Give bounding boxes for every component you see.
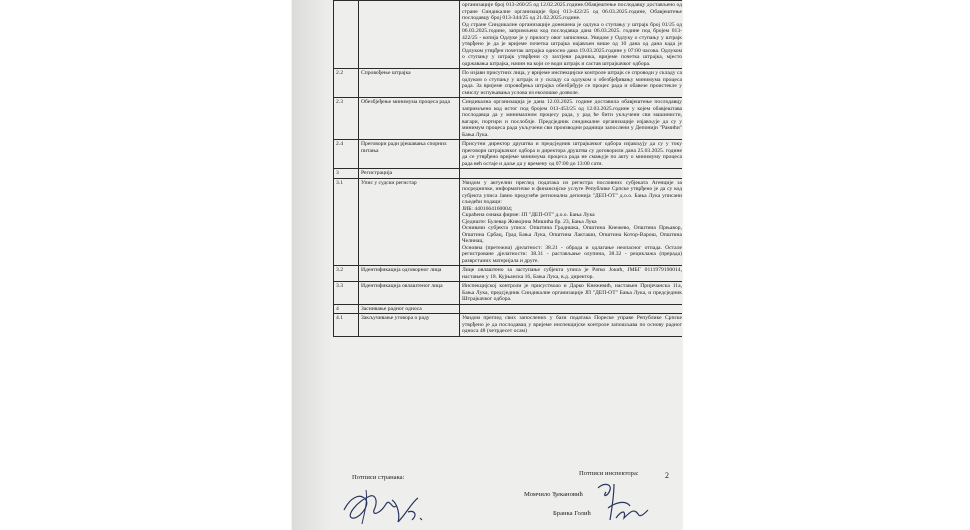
row-content: [460, 1, 683, 69]
table-row: [334, 314, 683, 337]
table-row: [334, 266, 683, 282]
paragraph: Увидом у актуелни преглед података из регистра пословних субјеката Агенције за посредничке, информатичке и финансијске услуге Републике Српске утврђено је да су код субјекта уписа Јавно предузеће регионална депонија "ДЕП-ОТ" д.о.о. Бања Лука уписани сљедећи подаци:: [462, 179, 682, 205]
row-number: 3.1: [334, 178, 359, 266]
row-label: Преговори ради рјешавања спорних питања: [359, 140, 460, 169]
paragraph: [462, 170, 682, 175]
parties-signatures-label: Потписи странака:: [352, 474, 405, 481]
row-content: [460, 69, 683, 98]
table-row: [334, 178, 683, 266]
inspector-signature-2: [612, 496, 652, 528]
paragraph: Инспекцијској контроли је присуствоао и Дарко Кнежевић, настањен Пријечанска 11а, Бања Лука, предсједник Синдикалне организације ЈП "ДЕП-ОТ" Бања Лука, и предсједник Штрајкачког одбора.: [462, 283, 682, 302]
paragraph: Присутни директор друштва и предсједник штрајкачког одбора изјављују да су у току преговори штрајкачког одбора и директора друштва су договорили дана 25.03.2025. године да се утврђено вријеме минимума процеса рада не смањује по акту о минимуму процеса рада већ остаје и даље да у времену од 07:00 до 13:00 сати.: [462, 141, 682, 167]
row-label: Закључивање уговора о раду: [359, 314, 460, 337]
row-number: 3: [334, 169, 359, 179]
table-row: [334, 1, 683, 69]
row-content: [460, 266, 683, 282]
row-number: 2.2: [334, 69, 359, 98]
row-number: [334, 1, 359, 69]
row-label: Заснивање радног односа: [359, 304, 460, 314]
row-number: 4.1: [334, 314, 359, 337]
paragraph: ЈИБ: 4401664160004;: [462, 205, 513, 212]
document-page: [292, 0, 682, 530]
paragraph: [462, 306, 682, 311]
row-content: [460, 282, 683, 305]
table-row: [334, 69, 683, 98]
row-number: 3.3: [334, 282, 359, 305]
paragraph: По изјави присутних лица, у вријеме инспекцијске контроле штрајк се спроводи у складу са одлуком о ступању у штрајк и у складу са одлуком о обезбјеђивању минимума процеса рада. За вријеме спровођења штрајка обезбјеђује се процес рада и обавезе проистекле у смислу испуњавања услова из еколошке дозволе.: [462, 70, 682, 96]
table-row: [334, 169, 683, 179]
inspector-name-1: Момчило Ђекановић: [524, 491, 583, 498]
paragraph: Оснивачи субјекта уписа: Општина Градишка, Општина Кнежево, Општина Прњавор, Општина Србац, Град Бања Лука, Општина Лакташи, Општина Котор-Варош, Општина Челинац.: [462, 225, 682, 244]
record-table: [333, 0, 682, 337]
row-content: [460, 304, 683, 314]
paragraph: Сједиште: Булевар Живојина Мишића бр. 23, Бања Лука: [462, 218, 597, 225]
inspector-signature-1: [592, 478, 636, 526]
row-content: [460, 169, 683, 179]
row-label: Упис у судски регистар: [359, 178, 460, 266]
row-label: [359, 1, 460, 69]
page-number: 2: [665, 471, 669, 480]
paragraph: Основна (претежна) дјелатност: 38.21 - обрада и одлагање неопасног отпада. Остале регистроване дјелатности: 38.31 - растављање олупина, 38.32 - рециклажа (прерада) разврстаних материјала и друге.: [462, 244, 682, 264]
table-row: [334, 282, 683, 305]
row-label: Идентификација овлаштеног лица: [359, 282, 460, 305]
party-signature-1: [336, 480, 426, 528]
paragraph: Од стране Синдикалне организације донешена је одлука о ступању у штрајк број 01/25 од 06.03.2025.године, запримљена код послодавца дана 06.03.2025. године под бројем 013-422/25 - копија Одлуке је у прилогу овог записника. Увидом у Одлуку о ступању у штрајк утврђено је да је вријеме почетка штрајка најављен више од 10 дана од дана када је Одлуком утврђен почетак штрајка односно дана 19.03.2025.године у 07:00 часова. Одлуком о ступању у штрајк утврђени су захтјеви радника, вријеме почетка штрајка, мјесто одржавања штрајка, начин на који се води штрајк и састав штрајкачког одбора.: [462, 21, 682, 67]
row-number: 4: [334, 304, 359, 314]
party-signature-2: [388, 492, 428, 528]
row-content: [460, 178, 683, 266]
paragraph: Увидом преглед свих запослених у бази података Пореске управе Републике Српске утврђено је да послодавац у вријеме инспекцијске контроле запошљава по основу радног односа 48 (четрдесет осам): [462, 315, 682, 334]
paragraph: организације број 013-260/25 од 12.02.2025.године.Обавјештење послодавцу достављено од стране Синдикалне организације број 013-422/25 од 06.03.2025.године, Обавјештење послодавцу број 013-344/25 од 21.02.2025.године.: [462, 2, 682, 21]
row-content: [460, 140, 683, 169]
inspectors-signatures-label: Потписи инспектора:: [579, 470, 639, 477]
table-row: [334, 98, 683, 140]
row-label: Спровођење штрајка: [359, 69, 460, 98]
row-label: Регистрација: [359, 169, 460, 179]
table-row: [334, 304, 683, 314]
paragraph: Скраћена ознака фирме: ЈП "ДЕП-ОТ" д.о.о. Бања Лука: [462, 212, 595, 218]
row-content: [460, 314, 683, 337]
row-number: 2.4: [334, 140, 359, 169]
paragraph: Лице овлаштено за заступање субјекта уписа је Ратко Јокић, ЈМБГ 0111979190014, настањен у 18. Кујњанска 16, Бања Лука, в.д. директор.: [462, 267, 682, 280]
inspector-name-2: Бранка Голић: [553, 510, 591, 517]
row-number: 2.3: [334, 98, 359, 140]
row-content: [460, 98, 683, 140]
paragraph: Синдикална организација је дана 12.03.2025. године доставила обавјештење послодавцу запримљено код истог под бројем 013-453/25 од 12.03.2025.године у којем обавјештава послодавца да у минималном процесу рада, у рад ће бити укључени сви машинисти, вагари, портири и послоблје. Предсједник синдикалне организације изјављује да су у минимум процеса рада укључени сви производни радници запослени у Депонији "Рамићи" Бања Лука.: [462, 99, 682, 138]
row-label: Идентификација одговорног лица: [359, 266, 460, 282]
table-row: [334, 140, 683, 169]
row-label: Обезбјеђење минимума процеса рада: [359, 98, 460, 140]
row-number: 3.2: [334, 266, 359, 282]
